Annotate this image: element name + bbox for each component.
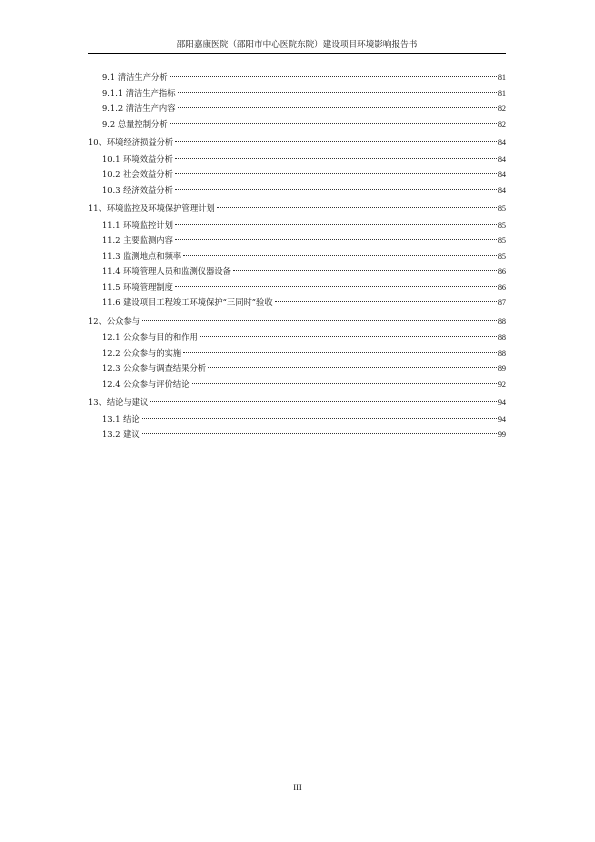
toc-section-entry[interactable] — [88, 264, 506, 280]
toc-chapter-entry[interactable] — [88, 314, 506, 330]
toc-entry-title: 10、环境经济损益分析 — [88, 137, 174, 147]
toc-section-entry[interactable] — [88, 330, 506, 346]
toc-page-number: 89 — [497, 364, 506, 373]
toc-dot-leader — [170, 76, 497, 77]
toc-section-entry[interactable] — [88, 101, 506, 117]
toc-dot-leader — [150, 401, 496, 402]
toc-entry-title: 12.4 公众参与评价结论 — [102, 378, 190, 389]
toc-section-entry[interactable] — [88, 233, 506, 249]
toc-entry-title: 13.2 建议 — [102, 429, 140, 439]
toc-entry-title: 9.1 清洁生产分析 — [102, 72, 168, 82]
toc-dot-leader — [175, 224, 497, 225]
toc-entry-title: 12.1 公众参与目的和作用 — [102, 332, 198, 342]
toc-page-number: 99 — [497, 430, 506, 439]
toc-dot-leader — [175, 173, 497, 174]
toc-chapter-entry[interactable] — [88, 201, 506, 217]
toc-chapter-entry[interactable] — [88, 395, 506, 411]
toc-page-number: 87 — [497, 298, 506, 307]
toc-dot-leader — [275, 301, 497, 302]
toc-dot-leader — [175, 189, 497, 190]
toc-page-number: 82 — [497, 119, 506, 129]
toc-page-number: 88 — [497, 333, 506, 342]
toc-entry-title: 12.2 公众参与的实施 — [102, 347, 182, 358]
toc-entry-title: 11.6 建设项目工程竣工环境保护“三同时”验收 — [102, 297, 273, 307]
table-of-contents — [88, 70, 506, 443]
toc-page-number: 84 — [497, 154, 506, 164]
toc-dot-leader — [208, 367, 497, 368]
toc-section-entry[interactable] — [88, 361, 506, 377]
toc-entry-title: 9.1.1 清洁生产指标 — [102, 87, 176, 98]
toc-page-number: 88 — [497, 348, 506, 358]
toc-dot-leader — [175, 141, 497, 142]
toc-dot-leader — [178, 92, 497, 93]
toc-page-number: 84 — [497, 185, 506, 195]
toc-section-entry[interactable] — [88, 346, 506, 362]
toc-page-number: 85 — [497, 204, 506, 213]
toc-dot-leader — [178, 107, 497, 108]
toc-page-number: 81 — [497, 88, 506, 98]
toc-dot-leader — [217, 207, 497, 208]
toc-dot-leader — [175, 239, 497, 240]
toc-entry-title: 13.1 结论 — [102, 413, 140, 424]
toc-section-entry[interactable] — [88, 86, 506, 102]
toc-dot-leader — [233, 270, 497, 271]
toc-page-number: 86 — [497, 267, 506, 276]
toc-entry-title: 11.5 环境管理制度 — [102, 281, 173, 292]
toc-entry-title: 10.2 社会效益分析 — [102, 169, 173, 179]
toc-section-entry[interactable] — [88, 412, 506, 428]
toc-dot-leader — [200, 336, 497, 337]
toc-page-number: 94 — [497, 398, 506, 407]
toc-page-number: 85 — [497, 220, 506, 230]
toc-entry-title: 11.3 监测地点和频率 — [102, 250, 182, 261]
toc-dot-leader — [183, 352, 497, 353]
toc-page-number: 92 — [497, 379, 506, 389]
toc-page-number: 84 — [497, 138, 506, 147]
toc-chapter-entry[interactable] — [88, 135, 506, 151]
toc-dot-leader — [170, 123, 497, 124]
toc-section-entry[interactable] — [88, 295, 506, 311]
toc-entry-title: 11.2 主要监测内容 — [102, 235, 173, 245]
toc-entry-title: 12.3 公众参与调查结果分析 — [102, 363, 207, 373]
toc-entry-title: 11.4 环境管理人员和监测仪器设备 — [102, 266, 231, 276]
toc-dot-leader — [175, 286, 497, 287]
toc-entry-title: 12、公众参与 — [88, 315, 141, 326]
toc-section-entry[interactable] — [88, 249, 506, 265]
toc-section-entry[interactable] — [88, 70, 506, 86]
running-header: 邵阳嘉康医院（邵阳市中心医院东院）建设项目环境影响报告书 — [176, 40, 418, 50]
toc-page-number: 82 — [497, 104, 506, 113]
toc-entry-title: 10.3 经济效益分析 — [102, 184, 173, 195]
toc-section-entry[interactable] — [88, 280, 506, 296]
page-number: III — [293, 782, 302, 792]
toc-section-entry[interactable] — [88, 427, 506, 443]
toc-entry-title: 11、环境监控及环境保护管理计划 — [88, 203, 215, 213]
header-rule — [88, 53, 506, 54]
toc-dot-leader — [142, 433, 497, 434]
toc-section-entry[interactable] — [88, 117, 506, 133]
toc-page-number: 85 — [497, 236, 506, 245]
toc-section-entry[interactable] — [88, 218, 506, 234]
toc-section-entry[interactable] — [88, 377, 506, 393]
toc-page-number: 84 — [497, 170, 506, 179]
toc-section-entry[interactable] — [88, 167, 506, 183]
toc-page-number: 81 — [497, 73, 506, 82]
toc-dot-leader — [142, 418, 497, 419]
toc-page-number: 85 — [497, 251, 506, 261]
toc-page-number: 88 — [497, 316, 506, 326]
toc-page-number: 94 — [497, 414, 506, 424]
toc-dot-leader — [175, 158, 497, 159]
toc-entry-title: 11.1 环境监控计划 — [102, 219, 173, 230]
toc-section-entry[interactable] — [88, 183, 506, 199]
toc-dot-leader — [142, 320, 497, 321]
toc-entry-title: 9.1.2 清洁生产内容 — [102, 103, 176, 113]
toc-entry-title: 9.2 总量控制分析 — [102, 118, 168, 129]
toc-entry-title: 13、结论与建议 — [88, 397, 149, 407]
toc-dot-leader — [192, 383, 497, 384]
toc-section-entry[interactable] — [88, 152, 506, 168]
toc-page-number: 86 — [497, 282, 506, 292]
toc-dot-leader — [183, 255, 497, 256]
toc-entry-title: 10.1 环境效益分析 — [102, 153, 173, 164]
